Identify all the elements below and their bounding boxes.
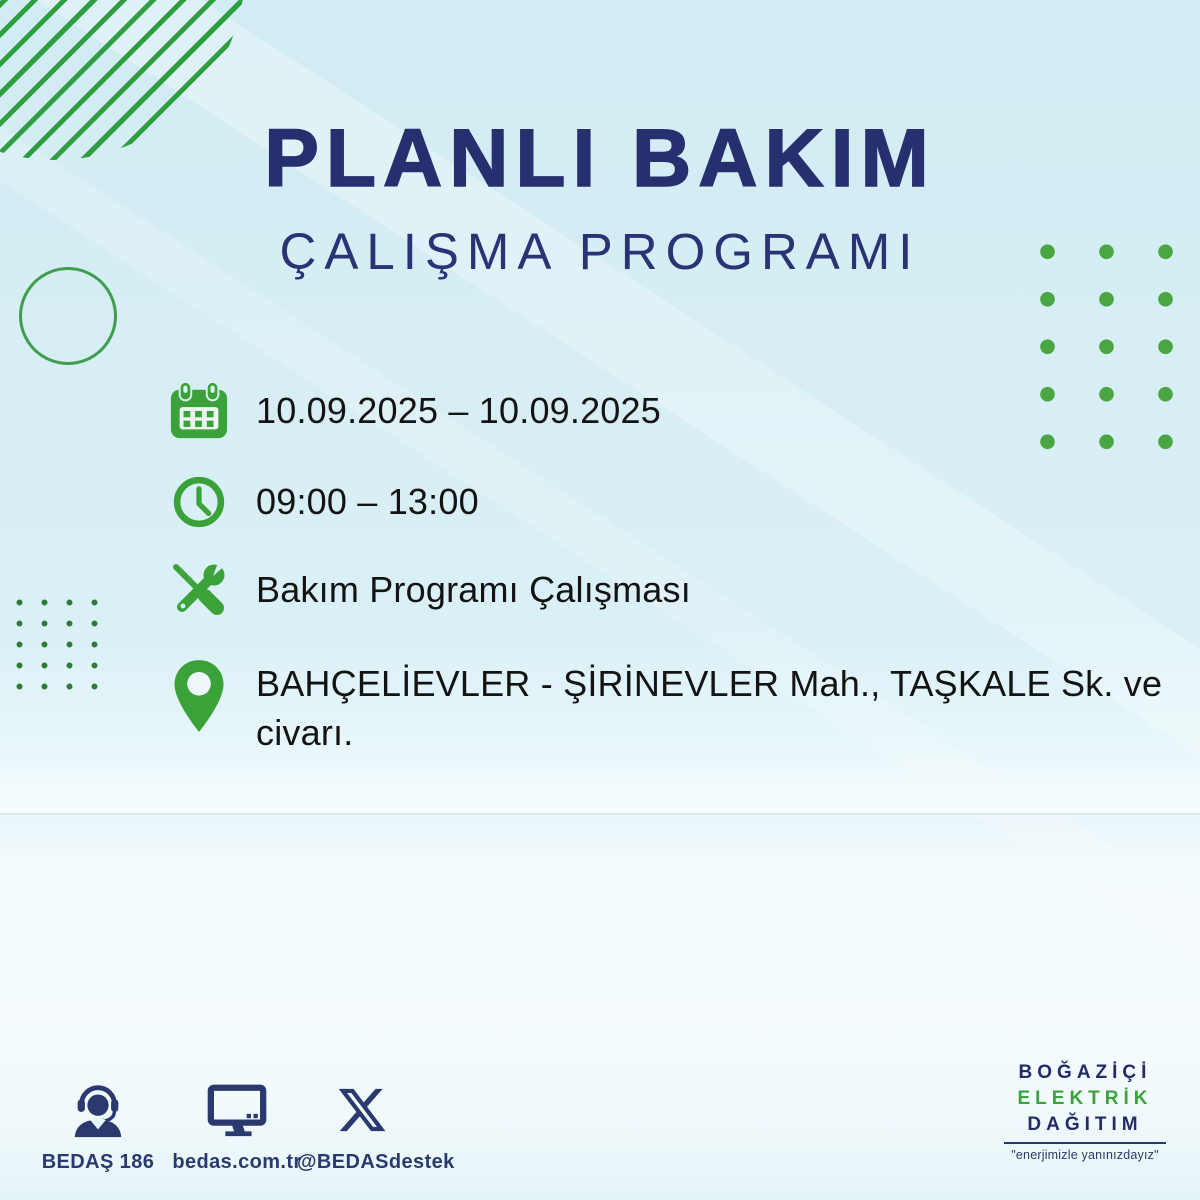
- brand-line-3: DAĞITIM: [1027, 1114, 1143, 1135]
- support-agent-icon: [33, 1078, 163, 1142]
- location-row: [164, 658, 1200, 757]
- brand-line-2: ELEKTRİK: [1017, 1088, 1153, 1109]
- page-title: PLANLI BAKIM: [264, 113, 936, 204]
- location-text: BAHÇELİEVLER - ŞİRİNEVLER Mah., TAŞKALE Sk. ve civarı.: [256, 663, 1163, 753]
- contact-label: bedas.com.tr: [172, 1151, 302, 1173]
- location-pin-icon: [164, 658, 234, 734]
- date-range: 10.09.2025 – 10.09.2025: [256, 389, 661, 431]
- brand-tagline: "enerjimizle yanınızdayız": [1011, 1148, 1159, 1162]
- x-logo-icon: [297, 1078, 427, 1142]
- work-type: Bakım Programı Çalışması: [256, 568, 691, 610]
- calendar-icon: [164, 380, 234, 442]
- monitor-icon: [172, 1078, 302, 1142]
- contact-callcenter: [33, 1078, 163, 1174]
- time-range: 09:00 – 13:00: [256, 480, 479, 522]
- contact-label: @BEDASdestek: [297, 1151, 455, 1173]
- date-row: [164, 380, 661, 442]
- brand-logo: [1000, 1060, 1170, 1162]
- clock-icon: [164, 474, 234, 530]
- page-subtitle: ÇALIŞMA PROGRAMI: [279, 223, 921, 280]
- brand-line-1: BOĞAZİÇİ: [1018, 1062, 1152, 1083]
- background-divider-line: [0, 813, 1200, 815]
- tools-icon: [164, 558, 234, 622]
- title-block: [0, 113, 1200, 280]
- time-row: [164, 474, 479, 530]
- dot-grid-left: [7, 592, 107, 697]
- contact-label: BEDAŞ 186: [41, 1151, 155, 1173]
- contact-x-account: [297, 1078, 455, 1174]
- work-type-row: [164, 558, 691, 622]
- contact-website: [172, 1078, 302, 1174]
- brand-divider: [1004, 1142, 1166, 1144]
- circle-outline-decoration: [19, 267, 117, 365]
